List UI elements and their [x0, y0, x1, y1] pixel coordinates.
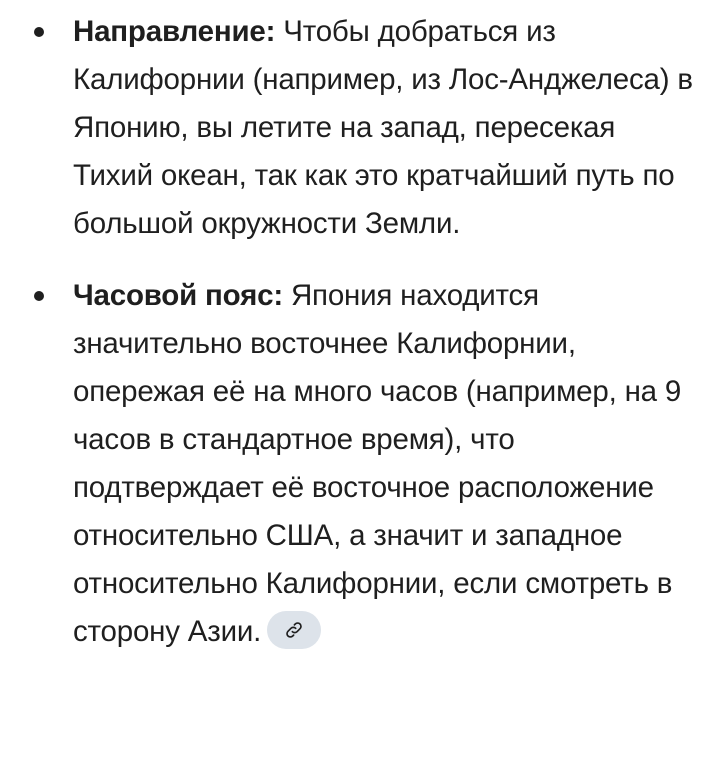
bullet-dot [34, 291, 44, 301]
bullet-label: Часовой пояс: [73, 279, 291, 312]
bullet-text: Чтобы добраться из Калифорнии (например, из Лос-Анджелеса) в Японию, вы летите на запад, пересекая Тихий океан, так как это кратчайший путь по большой окружности Земли. [73, 15, 693, 240]
list-item [0, 0, 720, 248]
source-link-button[interactable] [267, 611, 321, 649]
bullet-label: Направление: [73, 15, 284, 48]
link-icon [284, 620, 304, 640]
bullet-dot [34, 27, 44, 37]
list-item [0, 272, 720, 656]
bullet-text: Япония находится значительно восточнее Калифорнии, опережая её на много часов (например, на 9 часов в стандартное время), что подтверждает её восточное расположение относительно США, а значит и западное относительно Калифорнии, если смотреть в сторону Азии. [73, 279, 682, 648]
